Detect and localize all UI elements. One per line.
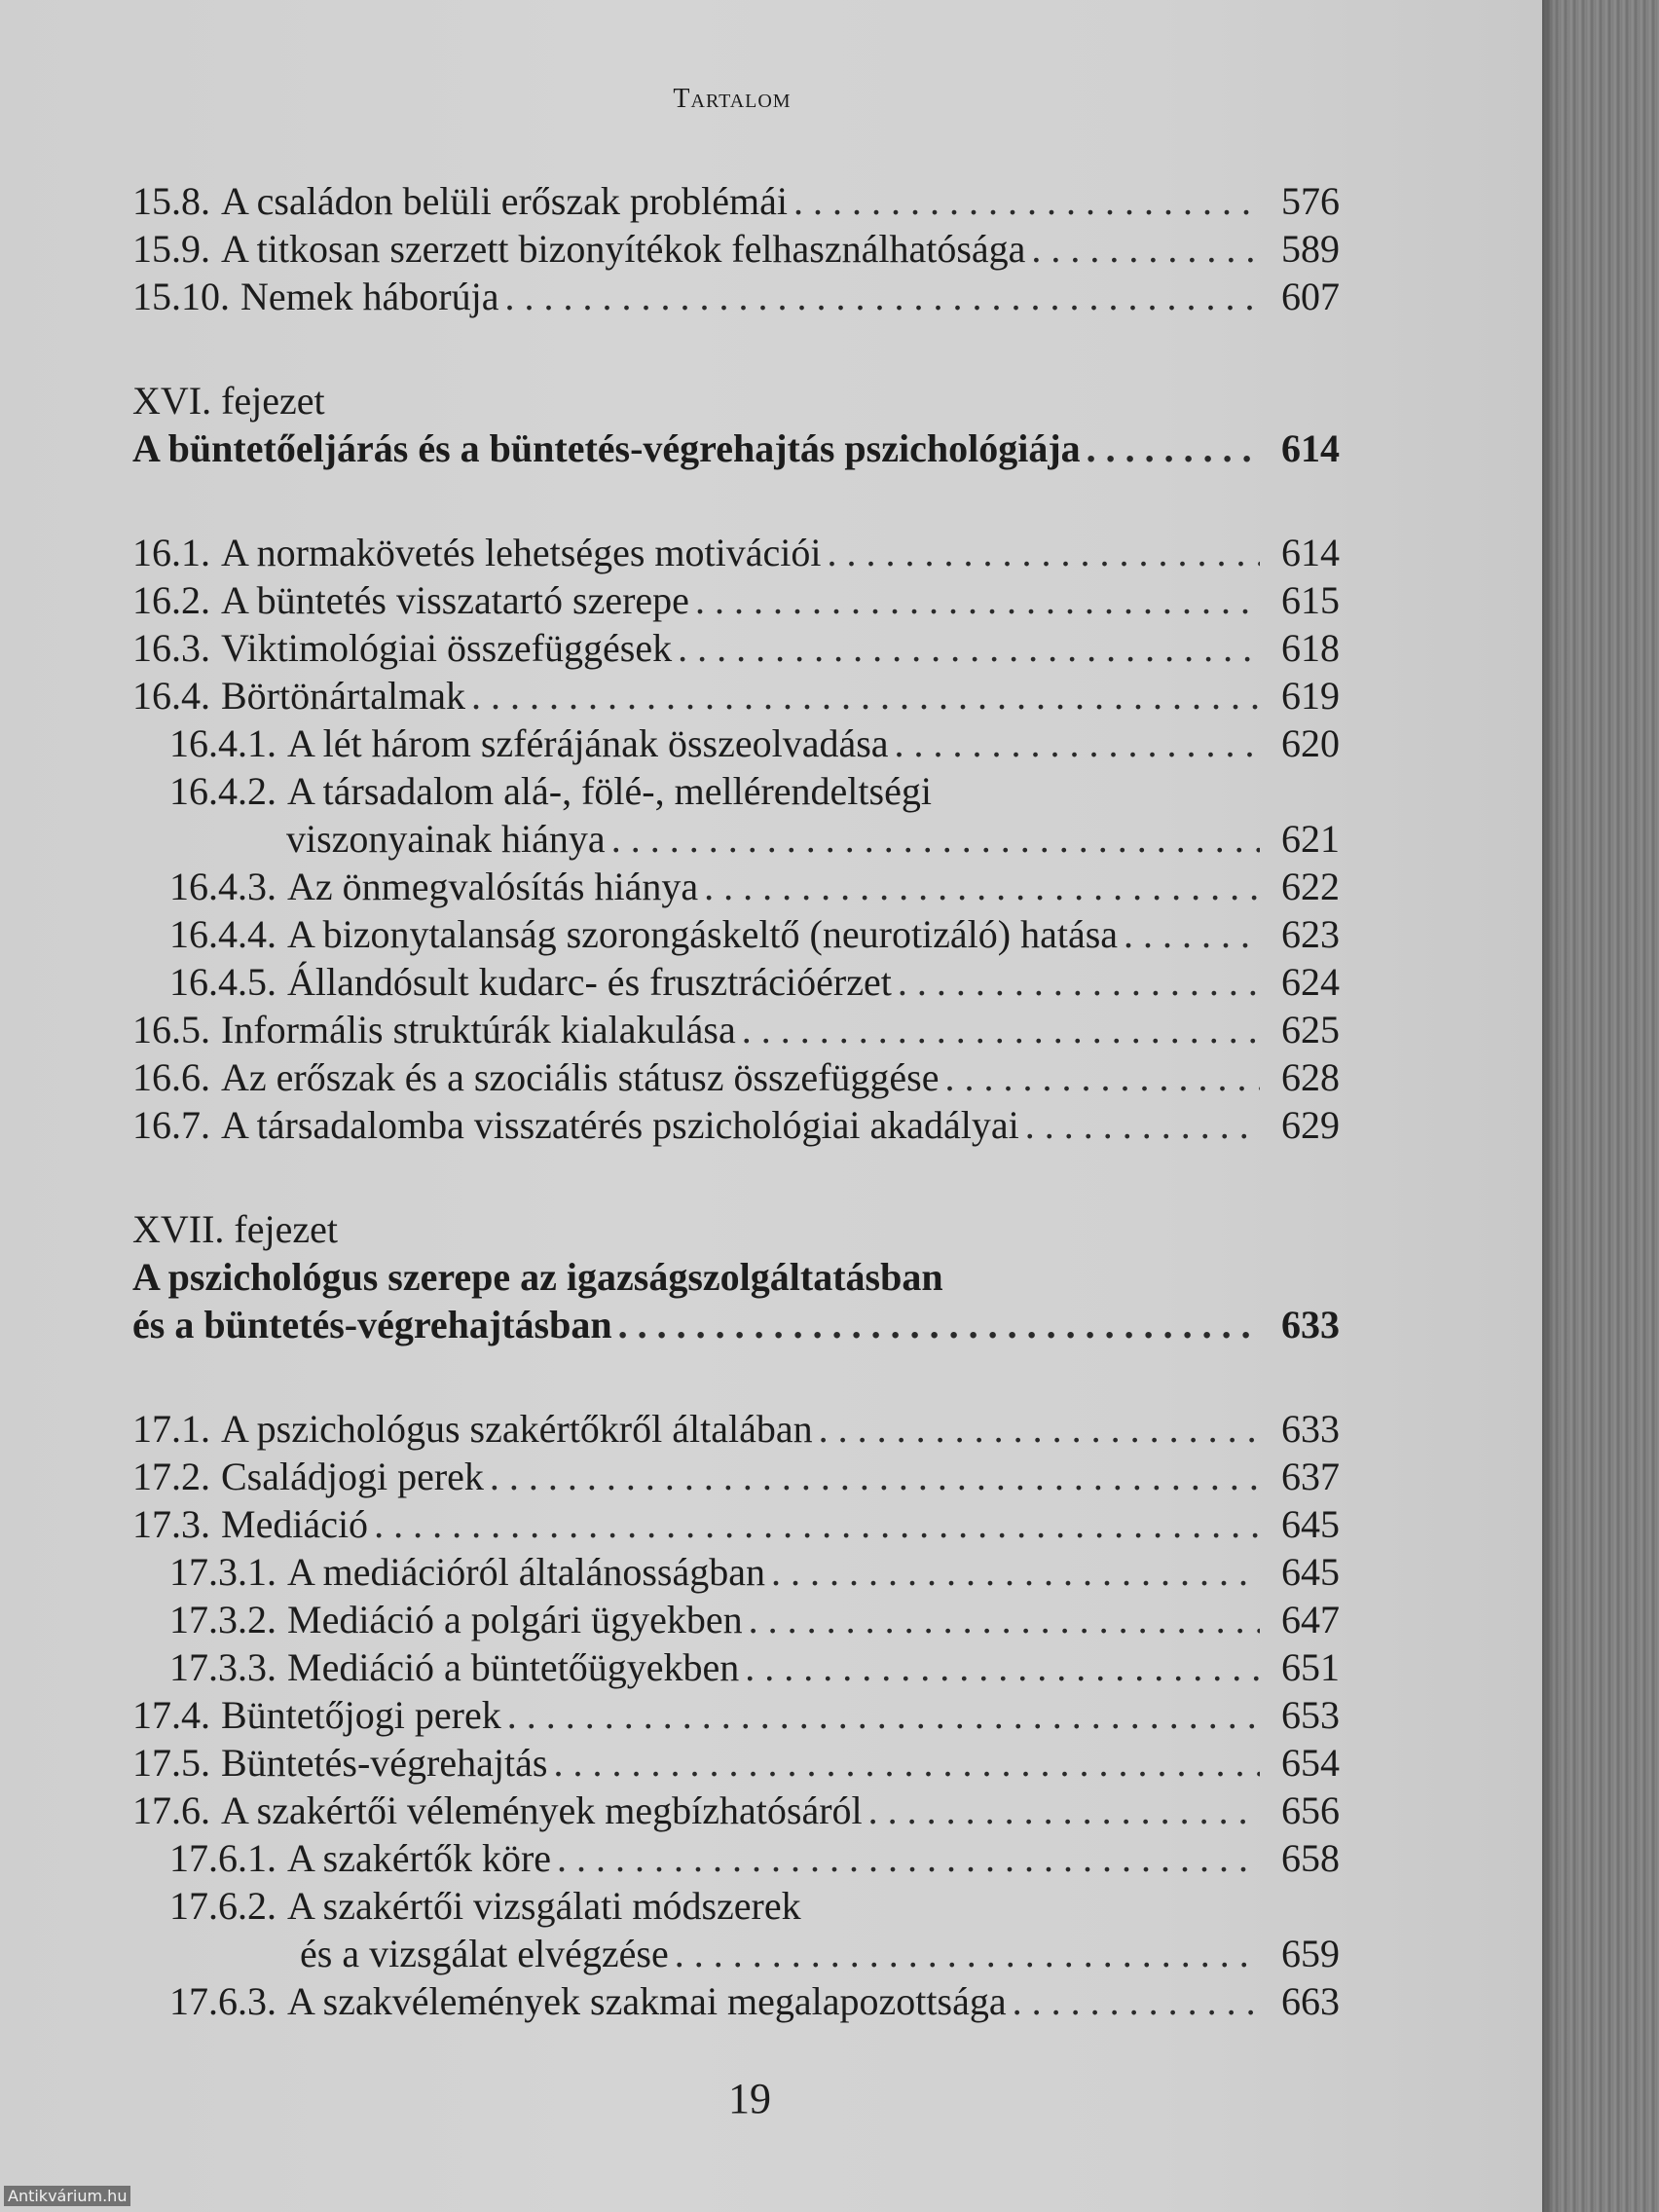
entry-page-number: 651 <box>1281 1645 1340 1689</box>
entry-page-number: 624 <box>1281 960 1340 1004</box>
entry-title: A titkosan szerzett bizonyítékok felhasználhatósága <box>221 227 1026 271</box>
entry-title: Családjogi perek <box>221 1455 484 1498</box>
dot-leader <box>1124 910 1260 958</box>
entry-number: 17.6.1. <box>169 1836 276 1880</box>
toc-entry <box>132 1739 1340 1787</box>
dot-leader <box>675 1930 1260 1977</box>
dot-leader <box>793 177 1260 225</box>
entry-title: Börtönártalmak <box>221 674 466 718</box>
entry-number: 17.3.2. <box>169 1598 276 1641</box>
entry-title: A családon belüli erőszak problémái <box>221 179 789 223</box>
entry-page-number: 607 <box>1281 275 1340 318</box>
dot-leader <box>1013 1977 1260 2025</box>
entry-number: 16.1. <box>132 531 210 574</box>
dot-leader <box>557 1834 1260 1882</box>
toc-entry <box>132 624 1340 672</box>
page-number: 19 <box>728 2075 771 2122</box>
entry-number: 16.2. <box>132 578 210 622</box>
entry-title: Mediáció <box>221 1502 369 1546</box>
entry-page-number: 589 <box>1281 227 1340 271</box>
entry-title: A társadalomba visszatérés pszichológiai akadályai <box>221 1103 1019 1147</box>
entry-page-number: 654 <box>1281 1741 1340 1785</box>
entry-page-number: 620 <box>1281 721 1340 765</box>
entry-number: 15.8. <box>132 179 210 223</box>
dot-leader <box>895 719 1260 767</box>
toc-entry-continuation <box>132 815 1340 863</box>
entry-page-number: 656 <box>1281 1788 1340 1832</box>
entry-page-number: 653 <box>1281 1693 1340 1737</box>
dot-leader <box>819 1405 1260 1453</box>
entry-title: A mediációról általánosságban <box>287 1550 765 1594</box>
entry-page-number: 625 <box>1281 1008 1340 1051</box>
section-gap <box>132 1149 1340 1205</box>
toc-entry <box>132 767 1340 815</box>
toc-entry <box>132 576 1340 624</box>
entry-title: A társadalom alá-, fölé-, mellérendeltségi <box>287 769 932 813</box>
entry-title: Az önmegvalósítás hiánya <box>287 865 699 908</box>
entry-number: 17.6.3. <box>169 1979 276 2023</box>
dot-leader <box>618 1301 1260 1348</box>
toc-entry <box>132 910 1340 958</box>
entry-number: 17.3.3. <box>169 1645 276 1689</box>
toc-entry <box>132 1787 1340 1834</box>
entry-page-number: 622 <box>1281 865 1340 908</box>
entry-page-number: 647 <box>1281 1598 1340 1641</box>
dot-leader <box>945 1053 1261 1101</box>
chapter-title-line: A pszichológus szerepe az igazságszolgáltatásban <box>132 1255 943 1299</box>
entry-title: Büntetőjogi perek <box>221 1693 501 1737</box>
entry-page-number: 618 <box>1281 626 1340 670</box>
entry-title-continuation: és a vizsgálat elvégzése <box>300 1932 669 1975</box>
entry-title: A szakvélemények szakmai megalapozottsága <box>287 1979 1007 2023</box>
toc-entry <box>132 1453 1340 1500</box>
toc-entry <box>132 1834 1340 1882</box>
entry-title: A normakövetés lehetséges motivációi <box>221 531 822 574</box>
dot-leader <box>471 672 1260 719</box>
dot-leader <box>553 1739 1260 1787</box>
entry-number: 16.4.1. <box>169 721 276 765</box>
dot-leader <box>868 1787 1260 1834</box>
entry-page-number: 615 <box>1281 578 1340 622</box>
entry-title: Mediáció a polgári ügyekben <box>287 1598 743 1641</box>
chapter-title-row <box>132 1301 1340 1348</box>
toc-entry <box>132 1882 1340 1930</box>
entry-title: A szakértői vizsgálati módszerek <box>287 1884 801 1928</box>
section-gap <box>132 1348 1340 1405</box>
chapter-label: XVI. fejezet <box>132 379 325 423</box>
dot-leader <box>771 1548 1260 1596</box>
entry-title: Mediáció a büntetőügyekben <box>287 1645 740 1689</box>
table-of-contents <box>132 177 1340 2025</box>
dot-leader <box>704 863 1260 910</box>
toc-entry <box>132 672 1340 719</box>
entry-number: 16.3. <box>132 626 210 670</box>
entry-title: Az erőszak és a szociális státusz összefüggése <box>221 1055 940 1099</box>
entry-page-number: 619 <box>1281 674 1340 718</box>
entry-title-continuation: viszonyainak hiánya <box>286 817 606 861</box>
dot-leader <box>507 1691 1260 1739</box>
toc-entry-continuation <box>132 1930 1340 1977</box>
dot-leader <box>1025 1101 1260 1149</box>
entry-number: 17.5. <box>132 1741 210 1785</box>
dot-leader <box>695 576 1260 624</box>
entry-page-number: 645 <box>1281 1502 1340 1546</box>
toc-entry <box>132 1405 1340 1453</box>
entry-page-number: 621 <box>1281 817 1340 861</box>
dot-leader <box>745 1643 1260 1691</box>
toc-entry <box>132 1101 1340 1149</box>
entry-number: 17.4. <box>132 1693 210 1737</box>
running-head: Tartalom <box>673 84 792 114</box>
dot-leader <box>898 958 1260 1006</box>
entry-title: A szakértői vélemények megbízhatósáról <box>221 1788 863 1832</box>
dot-leader <box>742 1006 1260 1053</box>
entry-title: Állandósult kudarc- és frusztrációérzet <box>287 960 892 1004</box>
entry-number: 15.9. <box>132 227 210 271</box>
entry-page-number: 628 <box>1281 1055 1340 1099</box>
book-binding-edge <box>1542 0 1659 2212</box>
entry-page-number: 645 <box>1281 1550 1340 1594</box>
toc-entry <box>132 177 1340 225</box>
entry-page-number: 659 <box>1281 1932 1340 1975</box>
section-gap <box>132 320 1340 377</box>
entry-number: 16.6. <box>132 1055 210 1099</box>
entry-number: 17.2. <box>132 1455 210 1498</box>
entry-title: A lét három szférájának összeolvadása <box>287 721 889 765</box>
entry-page-number: 576 <box>1281 179 1340 223</box>
entry-page-number: 629 <box>1281 1103 1340 1147</box>
entry-page-number: 614 <box>1281 531 1340 574</box>
chapter-page-number: 633 <box>1281 1303 1340 1346</box>
toc-entry <box>132 1691 1340 1739</box>
toc-entry <box>132 1643 1340 1691</box>
dot-leader <box>1087 424 1260 472</box>
chapter-title-line: A büntetőeljárás és a büntetés-végrehajtás pszichológiája <box>132 426 1081 470</box>
dot-leader <box>374 1500 1260 1548</box>
dot-leader <box>678 624 1260 672</box>
toc-entry <box>132 1548 1340 1596</box>
entry-number: 16.4.3. <box>169 865 276 908</box>
dot-leader <box>749 1596 1260 1643</box>
entry-title: Nemek háborúja <box>240 275 499 318</box>
entry-number: 16.7. <box>132 1103 210 1147</box>
entry-number: 15.10. <box>132 275 230 318</box>
entry-number: 16.5. <box>132 1008 210 1051</box>
entry-number: 16.4. <box>132 674 210 718</box>
toc-entry <box>132 863 1340 910</box>
entry-number: 17.1. <box>132 1407 210 1451</box>
dot-leader <box>1031 225 1260 273</box>
entry-number: 17.3.1. <box>169 1550 276 1594</box>
toc-entry <box>132 958 1340 1006</box>
dot-leader <box>490 1453 1260 1500</box>
entry-title: A bizonytalanság szorongáskeltő (neurotizáló) hatása <box>287 912 1119 956</box>
entry-page-number: 633 <box>1281 1407 1340 1451</box>
entry-page-number: 623 <box>1281 912 1340 956</box>
entry-title: Viktimológiai összefüggések <box>221 626 673 670</box>
entry-number: 17.6.2. <box>169 1884 276 1928</box>
entry-title: Büntetés-végrehajtás <box>221 1741 548 1785</box>
toc-entry <box>132 529 1340 576</box>
toc-entry <box>132 1977 1340 2025</box>
toc-entry <box>132 273 1340 320</box>
entry-page-number: 637 <box>1281 1455 1340 1498</box>
chapter-page-number: 614 <box>1281 426 1340 470</box>
chapter-title-row <box>132 424 1340 472</box>
entry-page-number: 658 <box>1281 1836 1340 1880</box>
toc-entry <box>132 1500 1340 1548</box>
entry-title: A szakértők köre <box>287 1836 552 1880</box>
toc-entry <box>132 719 1340 767</box>
chapter-label: XVII. fejezet <box>132 1207 338 1251</box>
chapter-title-line: és a büntetés-végrehajtásban <box>132 1303 612 1346</box>
dot-leader <box>828 529 1260 576</box>
entry-number: 17.3. <box>132 1502 210 1546</box>
entry-title: A büntetés visszatartó szerepe <box>221 578 689 622</box>
entry-title: Informális struktúrák kialakulása <box>221 1008 736 1051</box>
entry-number: 16.4.5. <box>169 960 276 1004</box>
section-gap <box>132 472 1340 529</box>
watermark: Antikvárium.hu <box>4 2186 130 2206</box>
entry-number: 16.4.2. <box>169 769 276 813</box>
toc-entry <box>132 1053 1340 1101</box>
entry-page-number: 663 <box>1281 1979 1340 2023</box>
toc-entry <box>132 1006 1340 1053</box>
toc-entry <box>132 225 1340 273</box>
entry-number: 17.6. <box>132 1788 210 1832</box>
entry-number: 16.4.4. <box>169 912 276 956</box>
toc-entry <box>132 1596 1340 1643</box>
entry-title: A pszichológus szakértőkről általában <box>221 1407 813 1451</box>
dot-leader <box>504 273 1260 320</box>
dot-leader <box>611 815 1260 863</box>
